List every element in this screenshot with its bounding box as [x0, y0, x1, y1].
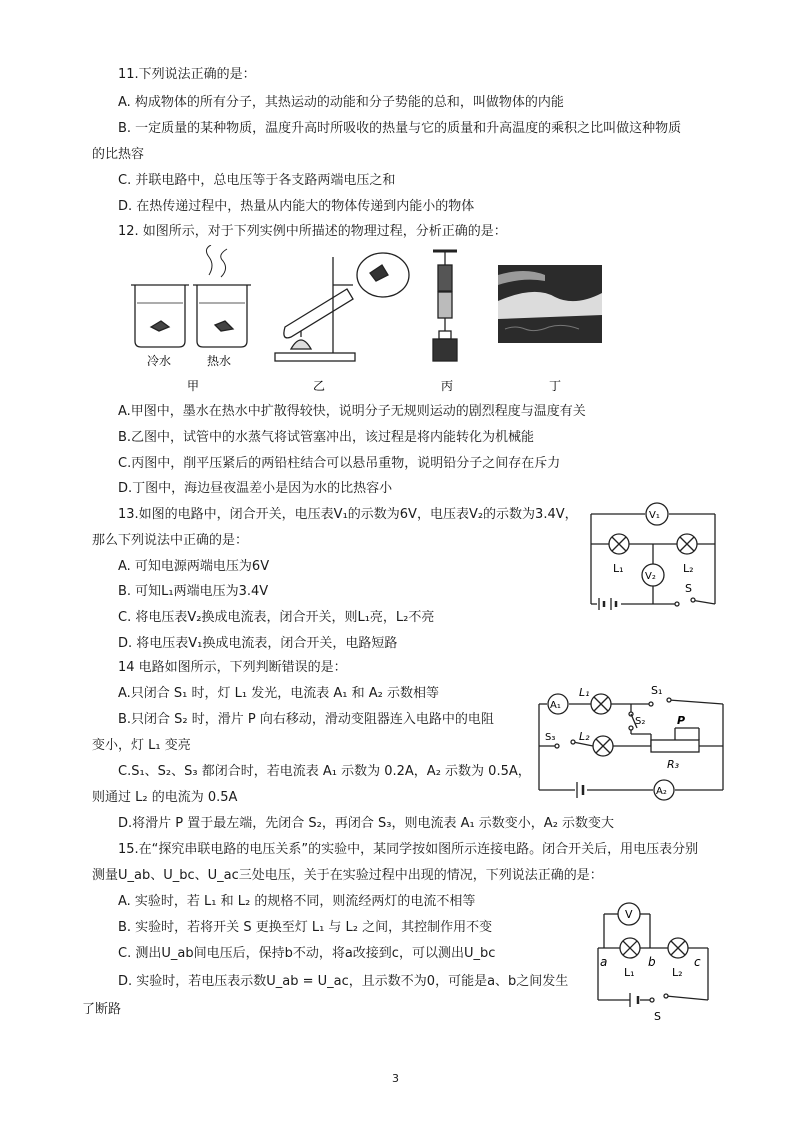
svg-text:V₁: V₁ [649, 510, 660, 521]
label-l2: L₂ [683, 562, 694, 575]
label-s: S [654, 1010, 661, 1023]
q14-circuit-diagram [535, 684, 735, 802]
label-l2: L₂ [672, 966, 683, 979]
lamp-l1-icon [620, 938, 640, 958]
lamp-l2-icon [677, 534, 697, 554]
q12-option-d: D.丁图中，海边昼夜温差小是因为水的比热容小 [118, 481, 393, 496]
q15-option-b: B. 实验时，若将开关 S 更换至灯 L₁ 与 L₂ 之间，其控制作用不变 [118, 920, 493, 935]
q15-circuit-diagram [590, 898, 720, 1024]
voltmeter-v-icon [618, 903, 640, 925]
point-a: a [600, 955, 608, 969]
q13-option-d: D. 将电压表V₁换成电流表，闭合开关，电路短路 [118, 636, 398, 651]
q15-option-a: A. 实验时，若 L₁ 和 L₂ 的规格不同，则流经两灯的电流不相等 [118, 894, 476, 909]
lead-cylinders-icon [433, 251, 457, 361]
point-c: c [694, 955, 701, 969]
q11-option-b-cont: 的比热容 [92, 147, 145, 162]
label-cold-water: 冷水 [147, 354, 172, 368]
q11-stem: 11.下列说法正确的是： [118, 67, 256, 82]
q12-stem: 12. 如图所示，对于下列实例中所描述的物理过程，分析正确的是： [118, 224, 507, 239]
lamp-l2-icon [593, 736, 613, 756]
voltmeter-v1-icon [646, 503, 668, 525]
q15-option-c: C. 测出U_ab间电压后，保持b不动，将a改接到c，可以测出U_bc [118, 946, 496, 961]
ammeter-a2-icon [654, 780, 674, 800]
label-l1: L₁ [624, 966, 635, 979]
lamp-l1-icon [591, 694, 611, 714]
q14-option-b-cont: 变小，灯 L₁ 变亮 [92, 738, 191, 753]
point-b: b [648, 955, 656, 969]
switch-s3-icon [555, 740, 575, 748]
switch-s-icon [650, 994, 668, 1002]
switch-s1-icon [649, 698, 671, 706]
beaker-hot-icon [193, 245, 251, 347]
battery-icon [630, 993, 638, 1007]
q13-stem-cont: 那么下列说法中正确的是： [92, 533, 249, 548]
rheostat-r3-icon [651, 728, 699, 752]
label-yi: 乙 [313, 379, 326, 393]
q11-option-b: B. 一定质量的某种物质，温度升高时所吸收的热量与它的质量和升高温度的乘积之比叫做这种物质 [118, 121, 682, 136]
label-s2: S₂ [635, 716, 646, 727]
voltmeter-v2-icon [642, 564, 664, 586]
q11-option-d: D. 在热传递过程中，热量从内能大的物体传递到内能小的物体 [118, 199, 475, 214]
label-s1: S₁ [651, 684, 663, 697]
q14-option-a: A.只闭合 S₁ 时，灯 L₁ 发光，电流表 A₁ 和 A₂ 示数相等 [118, 686, 439, 701]
battery-icon [577, 782, 583, 798]
q13-option-a: A. 可知电源两端电压为6V [118, 559, 270, 574]
svg-text:A₂: A₂ [656, 786, 667, 797]
svg-text:V₂: V₂ [645, 571, 656, 582]
q12-option-c: C.丙图中，削平压紧后的两铅柱结合可以悬吊重物，说明铅分子之间存在斥力 [118, 456, 561, 471]
ammeter-a1-icon [548, 694, 568, 714]
q12-option-a: A.甲图中，墨水在热水中扩散得较快，说明分子无规则运动的剧烈程度与温度有关 [118, 404, 586, 419]
page-number: 3 [392, 1072, 399, 1085]
label-ding: 丁 [549, 379, 562, 393]
lamp-l2-icon [668, 938, 688, 958]
q11-option-c: C. 并联电路中，总电压等于各支路两端电压之和 [118, 173, 396, 188]
switch-s-icon [675, 598, 695, 606]
svg-text:V: V [625, 908, 633, 921]
q15-stem: 15.在“探究串联电路的电压关系”的实验中，某同学按如图所示连接电路。闭合开关后，用电压表分别 [118, 842, 699, 857]
test-tube-stand-icon [275, 253, 409, 361]
label-p: P [677, 714, 686, 727]
q12-figure [125, 245, 605, 395]
q14-option-d: D.将滑片 P 置于最左端，先闭合 S₂，再闭合 S₃，则电流表 A₁ 示数变小，A₂ 示数变大 [118, 816, 615, 831]
lamp-l1-icon [609, 534, 629, 554]
q14-option-c: C.S₁、S₂、S₃ 都闭合时，若电流表 A₁ 示数为 0.2A，A₂ 示数为 0.5A， [118, 764, 531, 779]
label-s: S [685, 582, 692, 595]
q15-option-d-cont: 了断路 [82, 1002, 122, 1017]
q13-circuit-diagram [585, 500, 725, 616]
label-hot-water: 热水 [207, 354, 232, 368]
label-s3: S₃ [545, 732, 556, 743]
q15-option-d: D. 实验时，若电压表示数U_ab = U_ac，且示数不为0，可能是a、b之间发生 [118, 974, 569, 989]
q13-option-c: C. 将电压表V₂换成电流表，闭合开关，则L₁亮，L₂不亮 [118, 610, 435, 625]
q14-option-c-cont: 则通过 L₂ 的电流为 0.5A [92, 790, 238, 805]
label-bing: 丙 [441, 379, 454, 393]
svg-text:A₁: A₁ [550, 700, 561, 711]
q13-stem: 13.如图的电路中，闭合开关，电压表V₁的示数为6V，电压表V₂的示数为3.4V， [118, 507, 578, 522]
label-l2: L₂ [579, 730, 590, 743]
q14-stem: 14 电路如图所示，下列判断错误的是： [118, 660, 347, 675]
seaside-photo-icon [498, 265, 602, 343]
q11-option-a: A. 构成物体的所有分子，其热运动的动能和分子势能的总和，叫做物体的内能 [118, 95, 564, 110]
label-r3: R₃ [667, 758, 680, 771]
label-jia: 甲 [187, 379, 200, 393]
q12-option-b: B.乙图中，试管中的水蒸气将试管塞冲出，该过程是将内能转化为机械能 [118, 430, 535, 445]
beaker-cold-icon [131, 285, 189, 347]
label-l1: L₁ [613, 562, 624, 575]
q13-option-b: B. 可知L₁两端电压为3.4V [118, 584, 269, 599]
q14-option-b: B.只闭合 S₂ 时，滑片 P 向右移动，滑动变阻器连入电路中的电阻 [118, 712, 494, 727]
label-l1: L₁ [579, 686, 590, 699]
q15-stem-cont: 测量U_ab、U_bc、U_ac三处电压，关于在实验过程中出现的情况，下列说法正确的是： [92, 868, 603, 883]
battery-icon [599, 598, 616, 610]
